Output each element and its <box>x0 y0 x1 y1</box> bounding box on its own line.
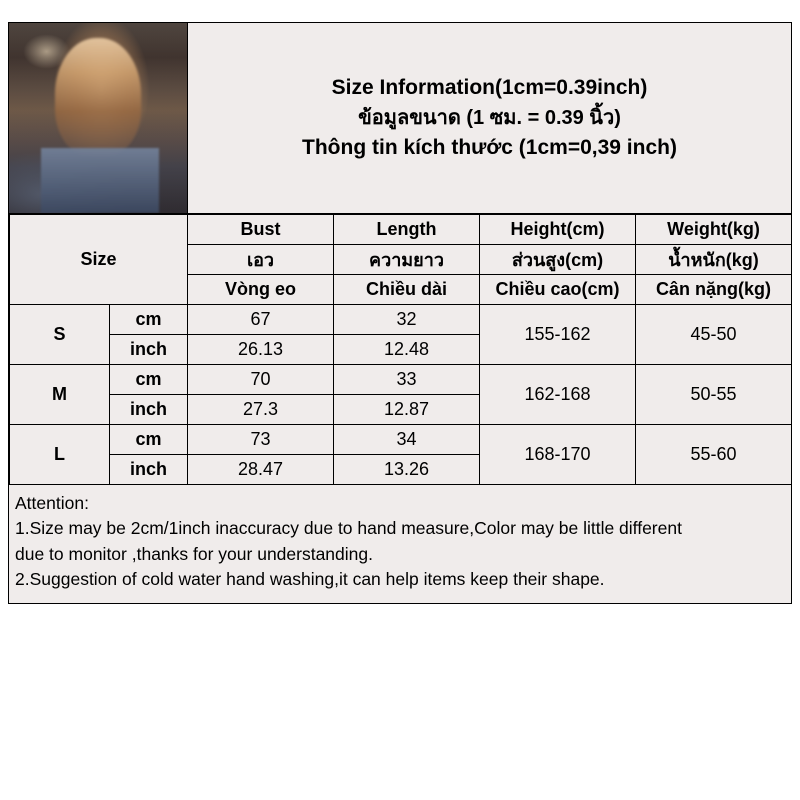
header-height-vi: Chiều cao(cm) <box>480 275 636 305</box>
header-length-vi: Chiều dài <box>334 275 480 305</box>
product-photo-image <box>9 23 187 213</box>
row-l-bust-inch: 28.47 <box>188 455 334 485</box>
row-s-weight: 45-50 <box>636 305 792 365</box>
row-m-unit-inch: inch <box>110 395 188 425</box>
row-s-bust-cm: 67 <box>188 305 334 335</box>
header-length-en: Length <box>334 215 480 245</box>
row-l-height: 168-170 <box>480 425 636 485</box>
header-weight-en: Weight(kg) <box>636 215 792 245</box>
attention-line-1: 1.Size may be 2cm/1inch inaccuracy due to hand measure,Color may be little different <box>15 518 682 539</box>
attention-line-2: due to monitor ,thanks for your understanding. <box>15 543 373 564</box>
header-height-en: Height(cm) <box>480 215 636 245</box>
row-l-unit-cm: cm <box>110 425 188 455</box>
table-row <box>10 365 792 395</box>
header-bust-vi: Vòng eo <box>188 275 334 305</box>
row-l-unit-inch: inch <box>110 455 188 485</box>
row-m-height: 162-168 <box>480 365 636 425</box>
title-vietnamese: Thông tin kích thước (1cm=0,39 inch) <box>302 135 677 159</box>
row-m-length-inch: 12.87 <box>334 395 480 425</box>
row-m-bust-inch: 27.3 <box>188 395 334 425</box>
row-s-height: 155-162 <box>480 305 636 365</box>
row-size-s: S <box>10 305 110 365</box>
row-l-length-cm: 34 <box>334 425 480 455</box>
header-weight-vi: Cân nặng(kg) <box>636 275 792 305</box>
row-m-unit-cm: cm <box>110 365 188 395</box>
row-l-length-inch: 13.26 <box>334 455 480 485</box>
size-chart <box>8 22 792 604</box>
measurement-table <box>9 214 792 485</box>
title-english: Size Information(1cm=0.39inch) <box>331 76 648 100</box>
title-block <box>188 23 791 213</box>
row-s-length-cm: 32 <box>334 305 480 335</box>
attention-heading: Attention: <box>15 493 89 513</box>
row-l-weight: 55-60 <box>636 425 792 485</box>
row-s-length-inch: 12.48 <box>334 335 480 365</box>
row-s-unit-cm: cm <box>110 305 188 335</box>
row-m-weight: 50-55 <box>636 365 792 425</box>
header-size-cell: Size <box>10 215 188 305</box>
chart-header <box>9 23 791 214</box>
header-bust-en: Bust <box>188 215 334 245</box>
table-row <box>10 425 792 455</box>
row-m-length-cm: 33 <box>334 365 480 395</box>
photo-model-figure <box>55 38 140 156</box>
attention-line-3: 2.Suggestion of cold water hand washing,it can help items keep their shape. <box>15 569 605 590</box>
header-bust-th: เอว <box>188 245 334 275</box>
product-photo <box>9 23 188 213</box>
table-header-row-en <box>10 215 792 245</box>
row-m-bust-cm: 70 <box>188 365 334 395</box>
row-size-m: M <box>10 365 110 425</box>
header-weight-th: น้ำหนัก(kg) <box>636 245 792 275</box>
row-s-bust-inch: 26.13 <box>188 335 334 365</box>
header-height-th: ส่วนสูง(cm) <box>480 245 636 275</box>
table-row <box>10 305 792 335</box>
row-size-l: L <box>10 425 110 485</box>
row-l-bust-cm: 73 <box>188 425 334 455</box>
title-thai: ข้อมูลขนาด (1 ซม. = 0.39 นิ้ว) <box>358 106 621 129</box>
attention-block <box>9 485 791 603</box>
photo-denim-area <box>41 148 158 213</box>
header-length-th: ความยาว <box>334 245 480 275</box>
row-s-unit-inch: inch <box>110 335 188 365</box>
